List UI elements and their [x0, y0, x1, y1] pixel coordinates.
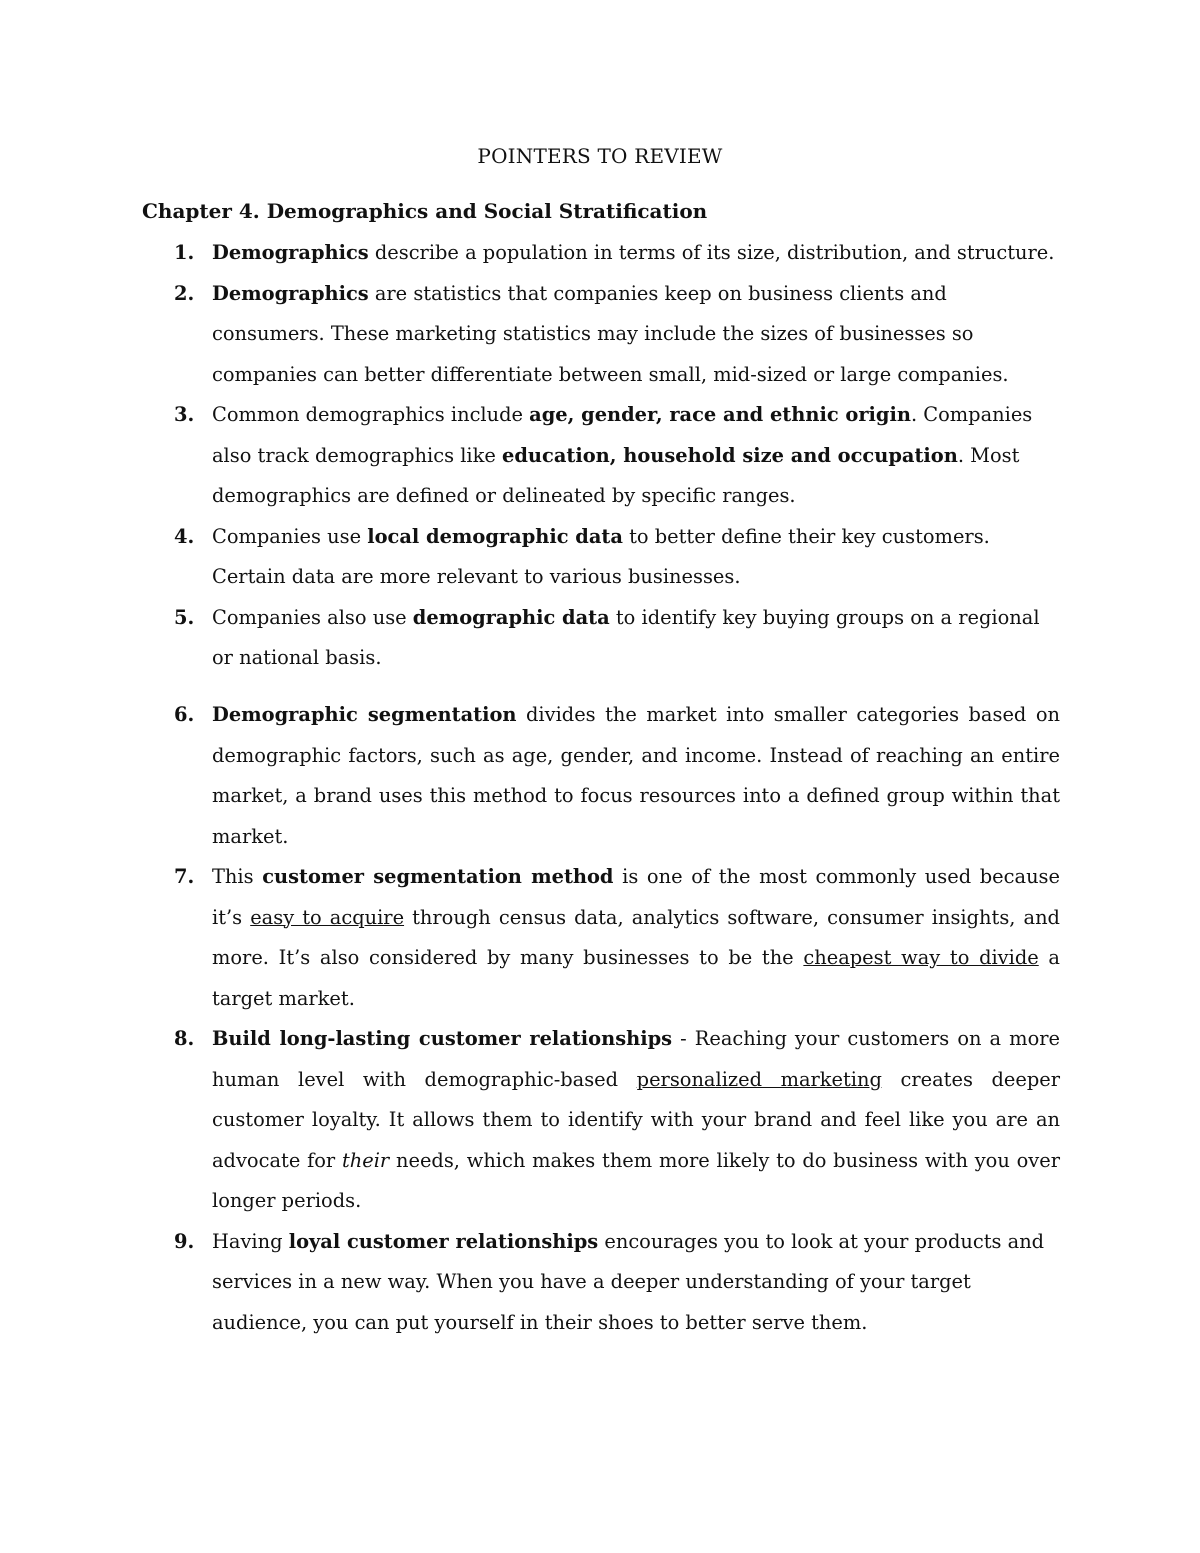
bold-term: education, household size and occupation — [502, 443, 958, 467]
item-text: . Companies also track demographics like — [212, 403, 1033, 467]
item-text: creates deeper customer loyalty. It allows them to identify with your brand and feel like you are an advocate for — [212, 1067, 1060, 1172]
item-text: . Most demographics are defined or delineated by specific ranges. — [212, 443, 1020, 507]
review-list-part-1 — [170, 233, 1060, 679]
chapter-heading: Chapter 4. Demographics and Social Stratification — [142, 199, 708, 223]
bold-term: local demographic data — [367, 524, 623, 548]
list-number: 7. — [174, 865, 195, 888]
list-number: 2. — [174, 281, 195, 305]
italic-word: their — [341, 1148, 390, 1172]
bold-term: Demographics — [212, 281, 369, 305]
list-number: 1. — [174, 241, 195, 264]
bold-term: loyal customer relationships — [288, 1229, 599, 1253]
item-text: through census data, analytics software, consumer insights, and more. It’s also considered by many businesses to be the — [212, 905, 1060, 969]
list-number: 4. — [174, 524, 195, 548]
item-text: Having — [212, 1229, 289, 1253]
list-number: 9. — [174, 1229, 195, 1253]
bold-term: customer segmentation method — [262, 865, 614, 888]
list-item — [170, 233, 1060, 274]
list-item — [170, 517, 1060, 598]
list-number: 6. — [174, 703, 195, 726]
item-text: Companies also use — [212, 605, 413, 629]
underlined-phrase: personalized marketing — [636, 1067, 882, 1091]
item-text: encourages you to look at your products and services in a new way. When you have a deeper understanding of your target audience, you can put yourself in their shoes to better serve them. — [212, 1229, 1045, 1334]
item-text: a target market. — [212, 946, 1060, 1010]
list-number: 3. — [174, 403, 195, 426]
list-item — [170, 598, 1060, 679]
item-text: Common demographics include — [212, 403, 530, 426]
underlined-phrase: cheapest way to divide — [803, 946, 1039, 969]
list-item — [170, 274, 1060, 396]
list-item — [170, 857, 1060, 1019]
item-text: is one of the most commonly used because it’s — [212, 865, 1060, 929]
item-text: divides the market into smaller categories based on demographic factors, such as age, gender, and income. Instead of reaching an entire market, a brand uses this method to focus resources into a defined group within that market. — [212, 703, 1060, 848]
list-number: 5. — [174, 605, 195, 629]
bold-term: Build long-lasting customer relationships — [212, 1027, 673, 1050]
list-item — [170, 1019, 1060, 1222]
item-text: are statistics that companies keep on business clients and consumers. These marketing statistics may include the sizes of businesses so companies can better differentiate between small, mid-sized or large companies. — [212, 281, 1009, 386]
bold-term: age, gender, race and ethnic origin — [529, 403, 911, 426]
review-list-part-2 — [170, 695, 1060, 1343]
page-title: POINTERS TO REVIEW — [477, 144, 723, 168]
item-text: - Reaching your customers on a more human level with demographic-based — [212, 1027, 1060, 1091]
list-item — [170, 1222, 1060, 1344]
list-item — [170, 395, 1060, 517]
bold-term: Demographics — [212, 241, 369, 264]
item-text: Companies use — [212, 524, 368, 548]
list-number: 8. — [174, 1027, 195, 1050]
item-text: This — [212, 865, 263, 888]
underlined-phrase: easy to acquire — [250, 905, 405, 929]
list-item — [170, 695, 1060, 857]
bold-term: Demographic segmentation — [212, 703, 517, 726]
item-text: to identify key buying groups on a regional or national basis. — [212, 605, 1040, 669]
item-text: to better define their key customers. Certain data are more relevant to various businesses. — [212, 524, 990, 588]
item-text: describe a population in terms of its size, distribution, and structure. — [368, 241, 1055, 264]
bold-term: demographic data — [412, 605, 610, 629]
item-text: needs, which makes them more likely to do business with you over longer periods. — [212, 1148, 1060, 1212]
